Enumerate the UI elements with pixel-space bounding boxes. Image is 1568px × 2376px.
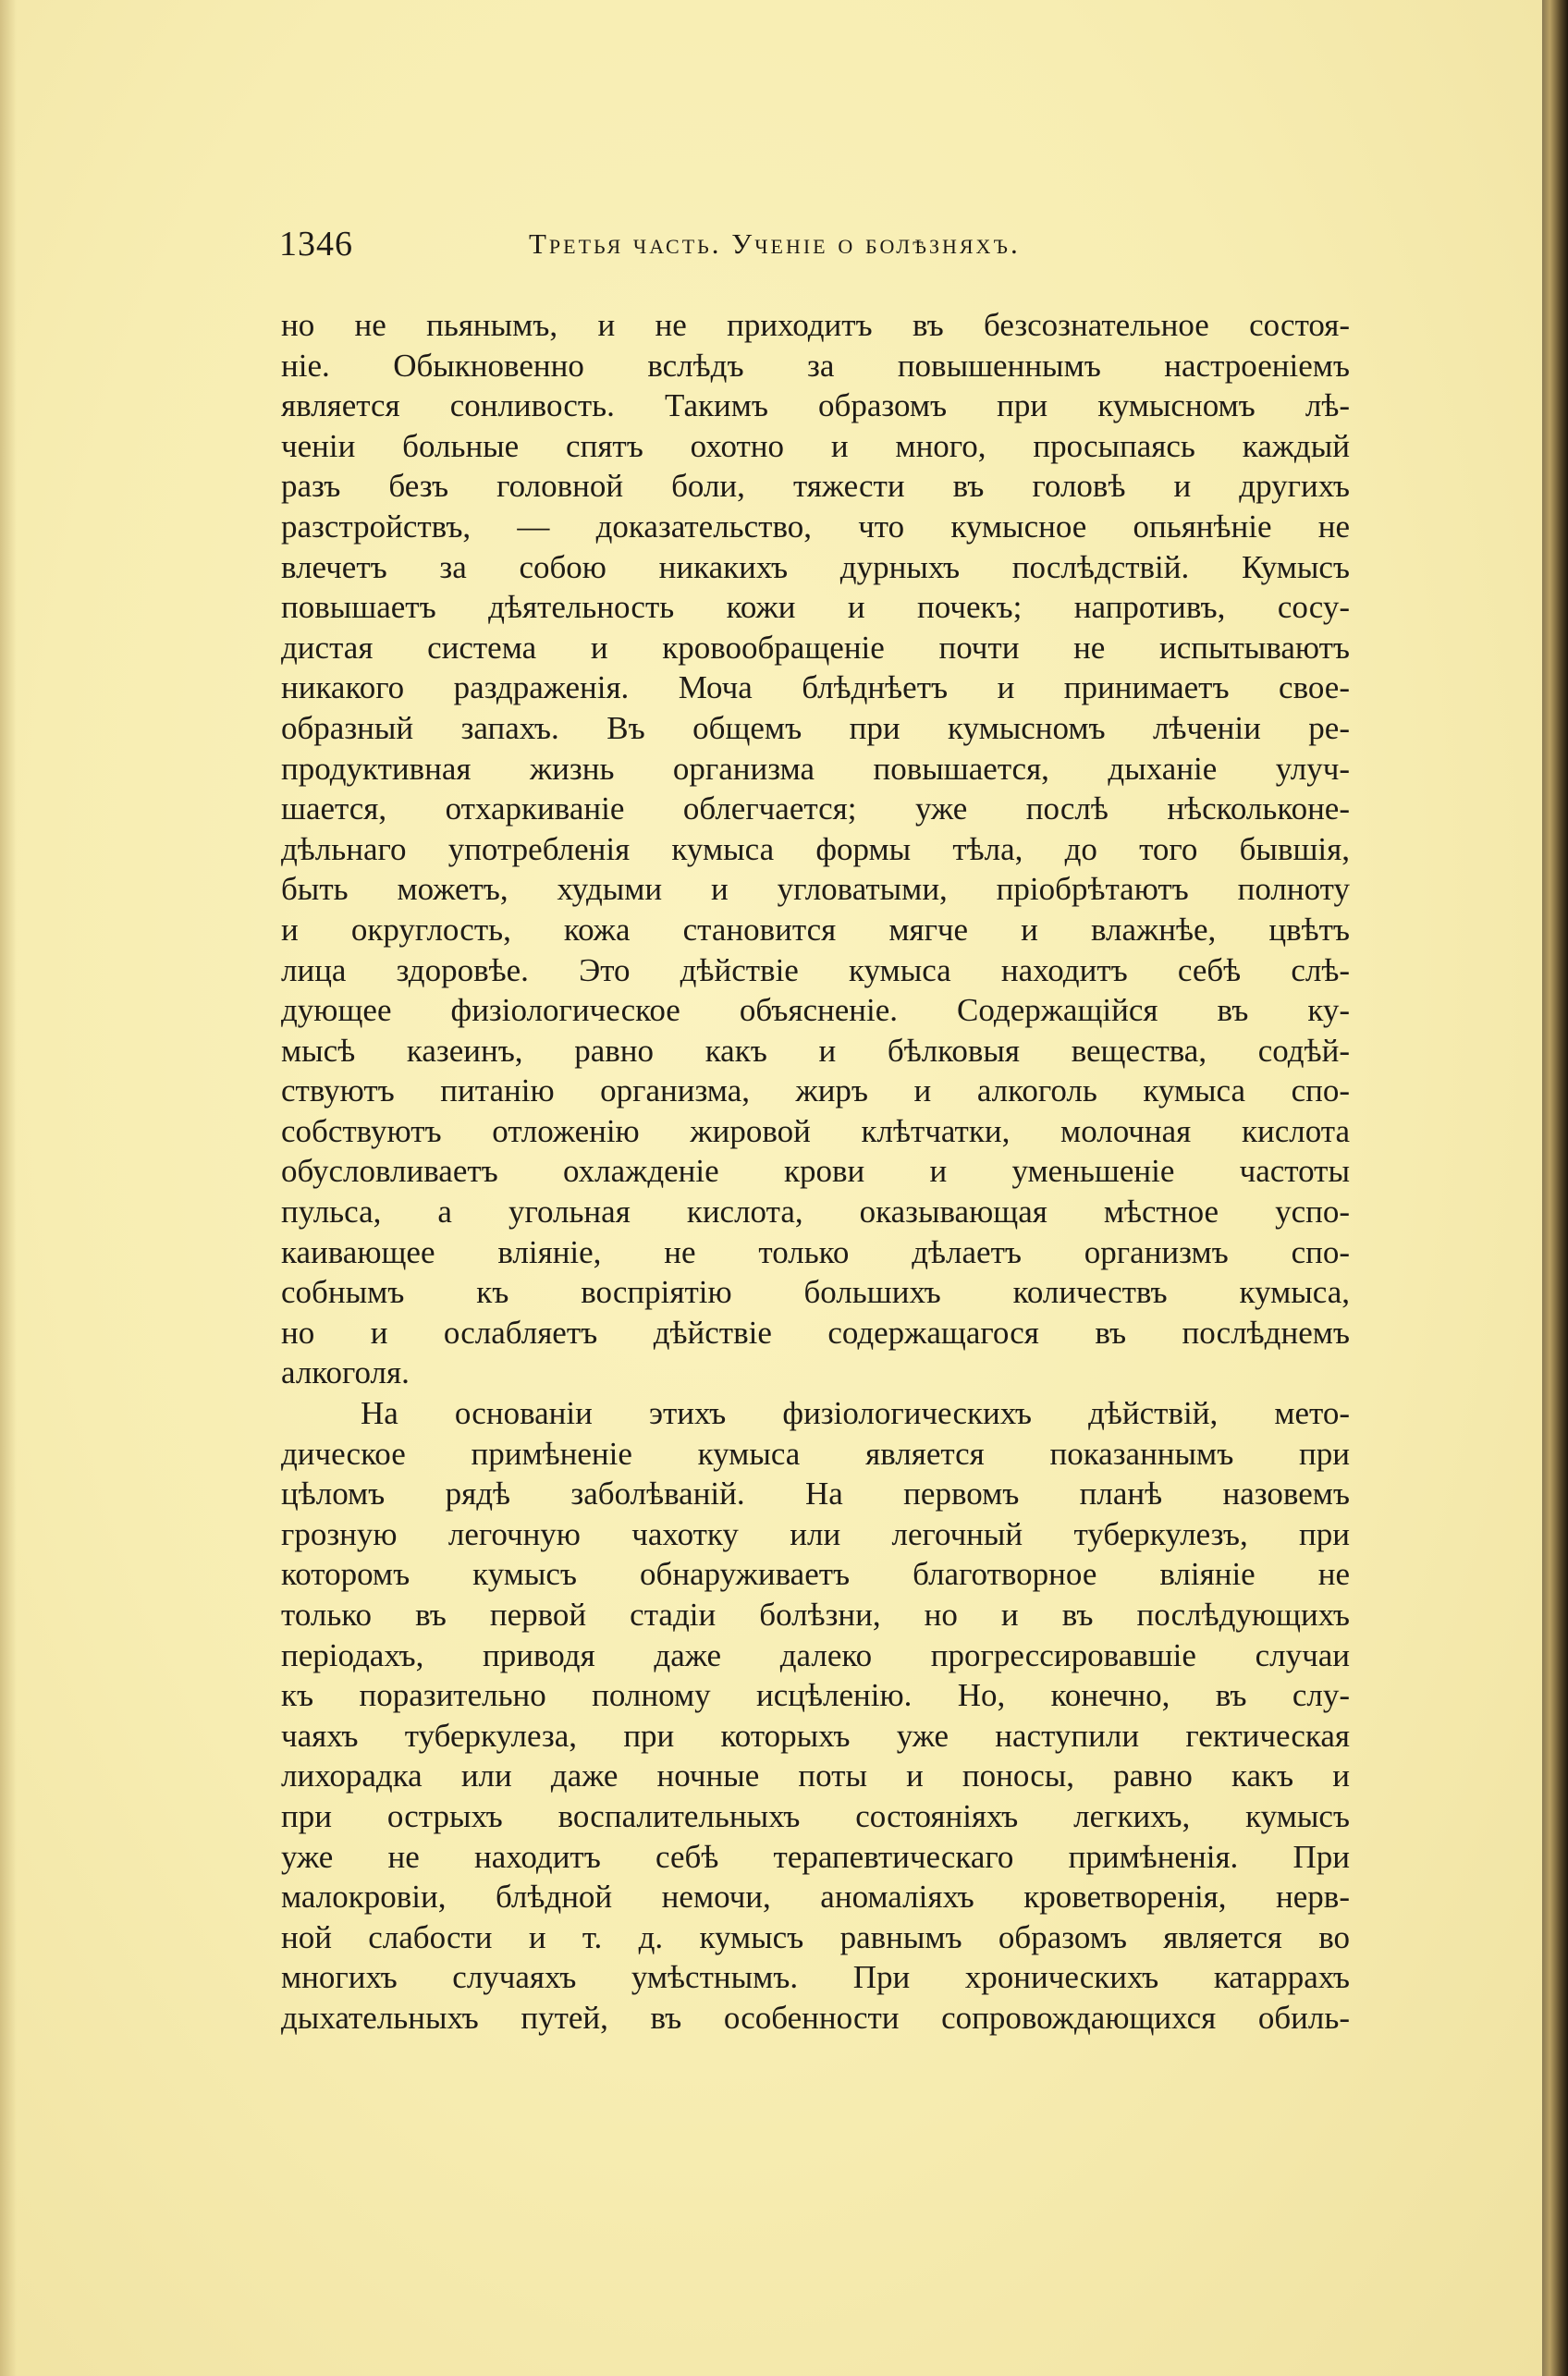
text-line: дѣльнаго употребленія кумыса формы тѣла, до того бывшія,	[281, 830, 1350, 867]
page-number: 1346	[279, 225, 353, 263]
text-line: разстройствъ, — доказательство, что кумысное опьянѣніе не	[281, 508, 1350, 545]
book-edge	[1542, 0, 1568, 2376]
paragraph-1	[281, 305, 1350, 1393]
text-line: ной слабости и т. д. кумысъ равнымъ образомъ является во	[281, 1918, 1350, 1955]
text-line: никакого раздраженія. Моча блѣднѣетъ и принимаетъ свое-	[281, 669, 1350, 706]
text-line: дистая система и кровообращеніе почти не испытываютъ	[281, 629, 1350, 666]
text-line: шается, отхаркиваніе облегчается; уже послѣ нѣскольконе-	[281, 790, 1350, 827]
text-line: многихъ случаяхъ умѣстнымъ. При хроническихъ катаррахъ	[281, 1959, 1350, 1996]
text-line: и округлость, кожа становится мягче и влажнѣе, цвѣтъ	[281, 911, 1350, 948]
text-line: періодахъ, приводя даже далеко прогрессировавшіе случаи	[281, 1636, 1350, 1673]
text-line: повышаетъ дѣятельность кожи и почекъ; напротивъ, сосу-	[281, 589, 1350, 626]
page-header	[279, 224, 1370, 270]
text-line: дующее физіологическое объясненіе. Содержащійся въ ку-	[281, 992, 1350, 1029]
text-line: обусловливаетъ охлажденіе крови и уменьшеніе частоты	[281, 1153, 1350, 1190]
text-line: ченіи больные спятъ охотно и много, просыпаясь каждый	[281, 427, 1350, 464]
text-line: влечетъ за собою никакихъ дурныхъ послѣдствій. Кумысъ	[281, 548, 1350, 585]
text-line: только въ первой стадіи болѣзни, но и въ послѣдующихъ	[281, 1597, 1350, 1633]
text-line: быть можетъ, худыми и угловатыми, пріобрѣтаютъ полноту	[281, 871, 1350, 908]
text-line: собствуютъ отложенію жировой клѣтчатки, молочная кислота	[281, 1112, 1350, 1149]
text-line: но и ослабляетъ дѣйствіе содержащагося въ послѣднемъ	[281, 1314, 1350, 1351]
text-line: ствуютъ питанію организма, жиръ и алкоголь кумыса спо-	[281, 1072, 1350, 1109]
text-line: уже не находитъ себѣ терапевтическаго примѣненія. При	[281, 1838, 1350, 1875]
text-line: ніе. Обыкновенно вслѣдъ за повышеннымъ настроеніемъ	[281, 347, 1350, 384]
running-title: Третья часть. Ученіе о болѣзняхъ.	[529, 227, 1021, 260]
text-line: продуктивная жизнь организма повышается, дыханіе улуч-	[281, 750, 1350, 787]
text-line: малокровіи, блѣдной немочи, аномаліяхъ кроветворенія, нерв-	[281, 1879, 1350, 1916]
text-line: дыхательныхъ путей, въ особенности сопровождающихся обиль-	[281, 1999, 1350, 2036]
text-line: мысѣ казеинъ, равно какъ и бѣлковыя вещества, содѣй-	[281, 1032, 1350, 1069]
text-line: алкоголя.	[281, 1354, 410, 1391]
text-line: дическое примѣненіе кумыса является показаннымъ при	[281, 1435, 1350, 1472]
text-line: къ поразительно полному исцѣленію. Но, конечно, въ слу-	[281, 1677, 1350, 1714]
body-text	[281, 305, 1350, 2039]
gutter-shadow	[0, 0, 17, 2376]
text-line: каивающее вліяніе, не только дѣлаетъ организмъ спо-	[281, 1233, 1350, 1270]
text-line: которомъ кумысъ обнаруживаетъ благотворное вліяніе не	[281, 1556, 1350, 1593]
text-line: при острыхъ воспалительныхъ состояніяхъ легкихъ, кумысъ	[281, 1797, 1350, 1834]
text-line: грозную легочную чахотку или легочный туберкулезъ, при	[281, 1515, 1350, 1552]
paragraph-2	[281, 1393, 1350, 2039]
text-line: но не пьянымъ, и не приходитъ въ безсознательное состоя-	[281, 307, 1350, 343]
text-line: лица здоровѣе. Это дѣйствіе кумыса находитъ себѣ слѣ-	[281, 951, 1350, 988]
text-line: является сонливость. Такимъ образомъ при кумысномъ лѣ-	[281, 387, 1350, 424]
text-line: пульса, а угольная кислота, оказывающая мѣстное успо-	[281, 1194, 1350, 1231]
text-line: лихорадка или даже ночные поты и поносы, равно какъ и	[281, 1758, 1350, 1794]
text-line: разъ безъ головной боли, тяжести въ головѣ и другихъ	[281, 468, 1350, 505]
text-line: собнымъ къ воспріятію большихъ количествъ кумыса,	[281, 1274, 1350, 1311]
text-line: цѣломъ рядѣ заболѣваній. На первомъ планѣ назовемъ	[281, 1476, 1350, 1513]
text-line: образный запахъ. Въ общемъ при кумысномъ лѣченіи ре-	[281, 709, 1350, 746]
text-line: чаяхъ туберкулеза, при которыхъ уже наступили гектическая	[281, 1717, 1350, 1754]
text-line: На основаніи этихъ физіологическихъ дѣйствій, мето-	[361, 1395, 1350, 1432]
